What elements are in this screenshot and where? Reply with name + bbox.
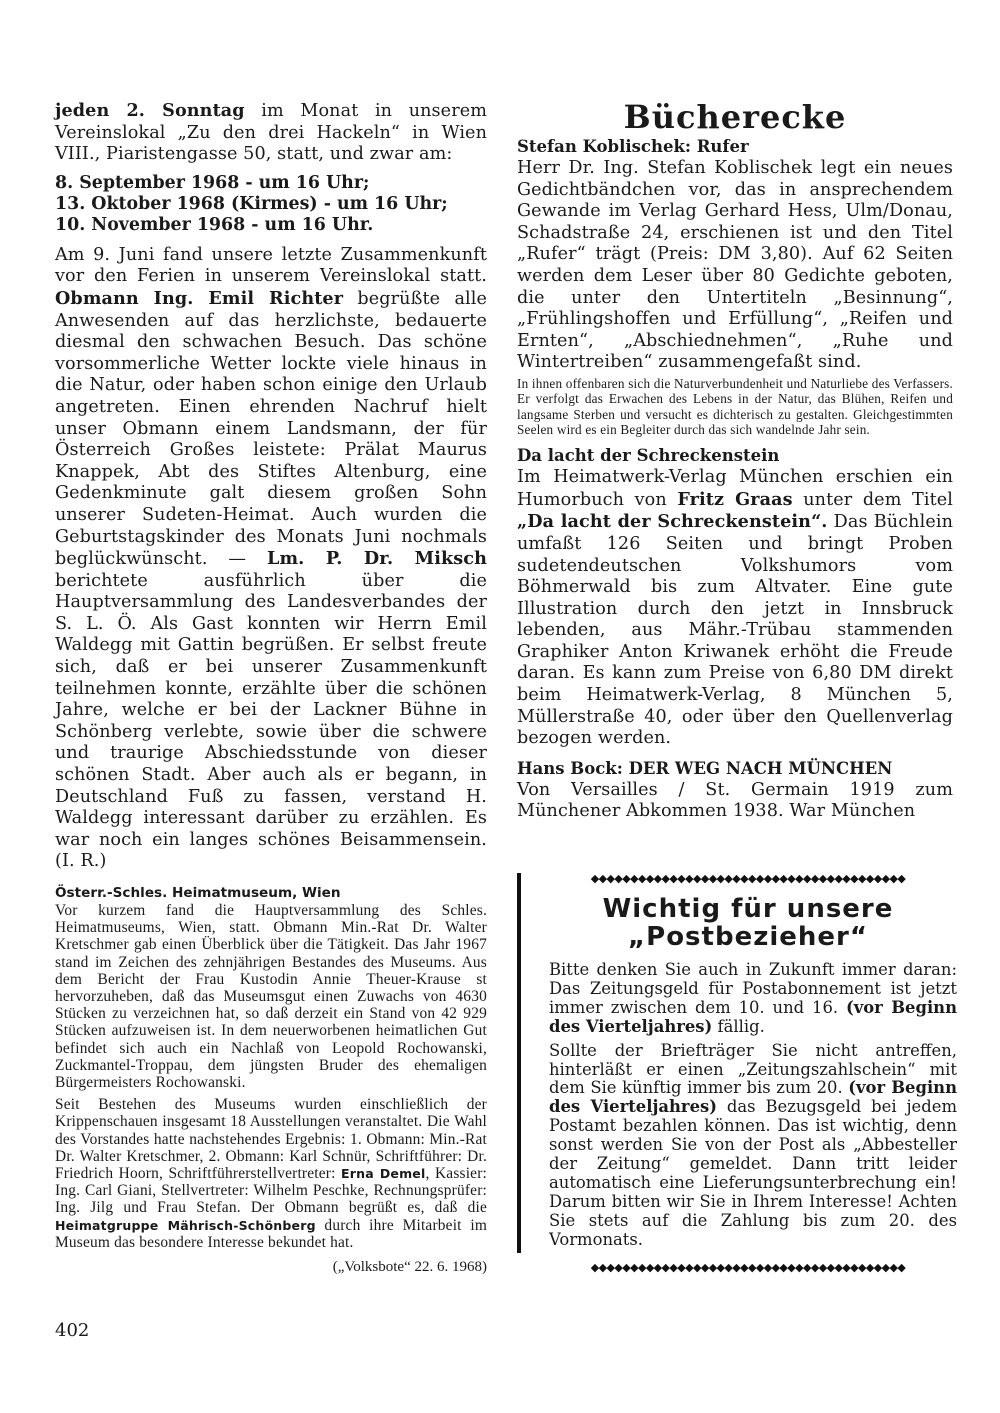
museum-heading: Österr.-Schles. Heimatmuseum, Wien [55, 885, 341, 901]
meeting-report [55, 245, 487, 873]
book-paragraph: Herr Dr. Ing. Stefan Koblischek legt ein neues Gedichtbändchen vor, das in ansprechendem Gewande im Verlag Gerhard Hess, Ulm/Donau, Schadstraße 24, erschienen ist und den Titel „Rufer“ trägt (Preis: DM 3,80). Auf 62 Seiten werden dem Leser über 80 Gedichte geboten, die unter den Untertiteln „Besinnung“, „Frühlingshoffen und Erfüllung“, „Reifen und Ernten“, „Abschiednehmen“, „Ruhe und Wintertreiben“ zusammengefaßt sind. [517, 158, 953, 373]
notice-paragraph [549, 1042, 957, 1250]
notice-title-line: „Postbezieher“ [628, 922, 868, 952]
museum-bold-name: Heimatgruppe Mährisch-Schönberg [55, 1217, 316, 1233]
meeting-intro [55, 100, 487, 166]
notice-text: Bitte denken Sie auch in Zukunft immer daran: Das Zeitungsgeld für Postabonnement ist jetzt immer zwischen dem 10. und 16. [549, 960, 957, 1017]
museum-bold-name: Erna Demel [341, 1166, 426, 1182]
museum-text: durch ihre Mitarbeit im Museum das besondere Interesse bekundet hat. [55, 1216, 487, 1251]
book-text: Das Büchlein umfaßt 126 Seiten und bringt Proben sudetendeutschen Volkshumors vom Böhmerwald bis zum Altvater. Eine gute Illustration durch den jetzt in Innsbruck lebenden, aus Mähr.-Trübau stammenden Graphiker Anton Kriwanek erhöht die Freude daran. Es kann zum Preise von 6,80 DM direkt beim Heimatwerk-Verlag, 8 München 5, Müllerstraße 40, oder über den Quellenverlag bezogen werden. [517, 512, 954, 749]
museum-paragraph [55, 1096, 487, 1251]
museum-paragraph: Vor kurzem fand die Hauptversammlung des Schles. Heimatmuseums, Wien, statt. Obmann Min.-Rat Dr. Walter Kretschmer gab einen Überblick über die Tätigkeit. Das Jahr 1967 stand im Zeichen des zehnjährigen Bestandes des Museums. Aus dem Bericht der Frau Kustodin Annie Theuer-Krause st hervorzuheben, daß das Museumsgut einen Zuwachs von 4630 Stücken zu verzeichnen hat, so daß derzeit ein Stand von 42 929 Stücken aufzuweisen ist. In dem neuerworbenen heimatlichen Gut befindet sich auch ein Nachlaß von Leopold Rochowanski, Zuckmantel-Troppau, dem jüngsten Bruder des ehemaligen Bürgermeisters Rochowanski. [55, 902, 487, 1092]
report-bold-name: Obmann Ing. Emil Richter [55, 287, 344, 309]
page-number: 402 [55, 1320, 90, 1341]
notice-text: das Bezugsgeld bei jedem Postamt bezahlen können. Das ist wichtig, denn sonst werden Sie von der Post als „Abbesteller der Zeitung“ gemeldet. Dann tritt leider automatisch eine Lieferungsunterbrechung ein! Darum bitten wir Sie in Ihrem Interesse! Achten Sie stets auf die Zahlung bis zum 20. des Vormonats. [549, 1097, 957, 1249]
book-text: unter dem Titel [792, 489, 953, 510]
notice-paragraph [549, 961, 957, 1037]
report-text: Am 9. Juni fand unsere letzte Zusammenkunft vor den Ferien in unserem Vereinslokal statt. [55, 244, 487, 287]
meeting-date: 13. Oktober 1968 (Kirmes) - um 16 Uhr; [55, 193, 448, 214]
museum-text: Seit Bestehen des Museums wurden einschließlich der Krippenschauen insgesamt 18 Ausstellungen veranstaltet. Die Wahl des Vorstandes hatte nachstehendes Ergebnis: 1. Obmann: Min.-Rat Dr. Walter Kretschmer, 2. Obmann: Karl Schnür, Schriftführer: Dr. Friedrich Hoorn, Schriftführerstellvertreter: [55, 1096, 487, 1183]
diamond-rule-top: ◆◆◆◆◆◆◆◆◆◆◆◆◆◆◆◆◆◆◆◆◆◆◆◆◆◆◆◆◆◆◆◆◆◆◆◆◆◆◆◆ [590, 873, 906, 885]
book-heading: Stefan Koblischek: Rufer [517, 137, 749, 156]
notice-bold: (vor Beginn des Vierteljahres) [549, 1078, 957, 1117]
notice-bold: (vor Beginn des Vierteljahres) [549, 997, 958, 1036]
right-column [517, 100, 953, 823]
report-text: berichtete ausführlich über die Hauptversammlung des Landesverbandes der S. L. Ö. Als Gast konnten wir Herrn Emil Waldegg mit Gattin begrüßen. Er selbst freute sich, daß er bei unserer Zusammenkunft teilnehmen konnte, erzählte über die schönen Jahre, welche er bei der Lackner Bühne in Schönberg verlebte, sowie über die schwere und traurige Abschiedsstunde von dieser schönen Stadt. Aber auch als er begann, in Deutschland Fuß zu fassen, verstand H. Waldegg interessant darüber zu erzählen. Es war noch ein langes schönes Beisammensein. (I. R.) [55, 570, 487, 872]
book-paragraph: Von Versailles / St. Germain 1919 zum Münchener Abkommen 1938. War München [517, 779, 953, 822]
report-text: begrüßte alle Anwesenden auf das herzlichste, bedauerte diesmal den schwachen Besuch. Das schöne vorsommerliche Wetter lockte viele hinaus in die Natur, oder haben schon einige den Urlaub angetreten. Einen ehrenden Nachruf hielt unser Obmann einem Landsmann, der für Österreich Großes leistete: Prälat Maurus Knappek, Abt des Stiftes Altenburg, eine Gedenkminute galt diesem großen Sohn unserer Sudeten-Heimat. Auch wurden die Geburtstagskinder des Monats Juni nochmals beglückwünscht. — [55, 288, 487, 570]
meeting-dates [55, 173, 487, 236]
section-title: Bücherecke [623, 98, 847, 136]
notice-title [521, 895, 957, 951]
book-heading: Hans Bock: DER WEG NACH MÜNCHEN [517, 758, 893, 778]
book-author: Fritz Graas [677, 488, 793, 510]
book-paragraph [517, 467, 953, 750]
notice-title-line: Wichtig für unsere [602, 894, 894, 924]
notice-body [521, 961, 957, 1250]
notice-box [517, 873, 958, 1274]
report-bold-name: Lm. P. Dr. Miksch [266, 548, 487, 570]
meeting-date: 10. November 1968 - um 16 Uhr. [55, 214, 374, 235]
book-heading: Da lacht der Schreckenstein [517, 446, 780, 466]
museum-text: , Kassier: Ing. Carl Giani, Stellvertreter: Wilhelm Peschke, Rechnungsprüfer: Ing. Jilg und Frau Stefan. Der Obmann begrüßt es, daß die [55, 1165, 488, 1217]
notice-text: fällig. [712, 1016, 765, 1036]
meeting-intro-text: im Monat in unserem Vereinslokal „Zu den drei Hackeln“ in Wien VIII., Piaristengasse 50, statt, und zwar am: [55, 101, 487, 165]
source-citation: („Volksbote“ 22. 6. 1968) [332, 1259, 487, 1276]
notice-text: Sollte der Briefträger Sie nicht antreffen, hinterläßt er einen „Zeitungszahlschein“ mit dem Sie künftig immer bis zum 20. [549, 1040, 957, 1098]
meeting-date: 8. September 1968 - um 16 Uhr; [55, 172, 370, 193]
book-title: „Da lacht der Schreckenstein“. [517, 511, 828, 533]
diamond-rule-bottom: ◆◆◆◆◆◆◆◆◆◆◆◆◆◆◆◆◆◆◆◆◆◆◆◆◆◆◆◆◆◆◆◆◆◆◆◆◆◆◆◆ [590, 1261, 906, 1274]
meeting-intro-lead: jeden 2. Sonntag [55, 100, 245, 121]
book-text: Im Heimatwerk-Verlag München erschien ein Humorbuch von [517, 467, 953, 510]
left-column [55, 100, 487, 1276]
book-paragraph-small: In ihnen offenbaren sich die Naturverbundenheit und Naturliebe des Verfassers. Er verfolgt das Erwachen des Lebens in der Natur, das Blühen, Reifen und langsame Sterben und versucht es dichterisch zu gestalten. Gleichgestimmten Seelen wird es ein Begleiter durch das sich wandelnde Jahr sein. [517, 375, 953, 437]
